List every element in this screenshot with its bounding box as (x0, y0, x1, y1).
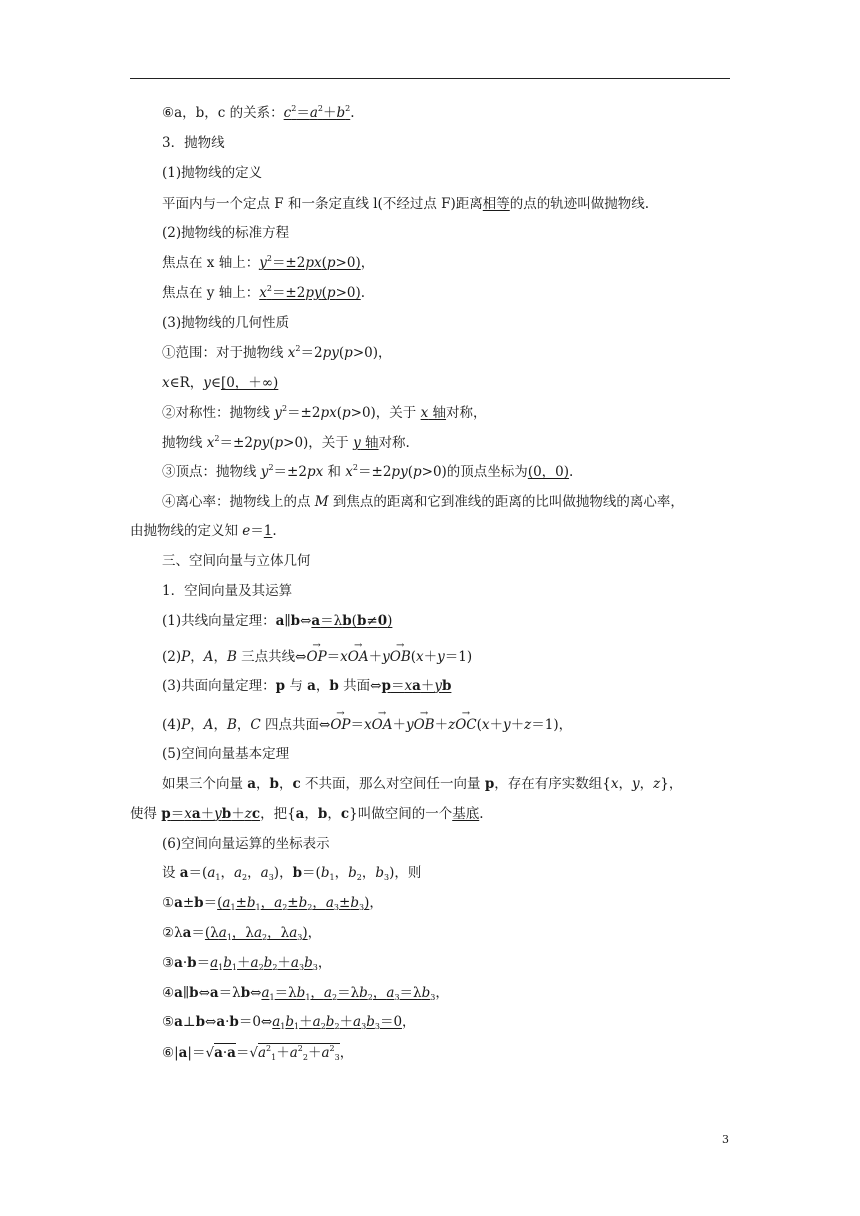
ecc-relation-formula: $c^2=a^2+b^2$ (283, 104, 351, 121)
eccentricity-line-b: 由抛物线的定义知 e＝1. (130, 523, 277, 539)
ecc-relation-line: ⑥a，b，c 的关系：$c^2=a^2+b^2$. (162, 104, 355, 121)
range-value: [0，＋∞) (220, 375, 279, 391)
eccentricity-line-a: ④离心率：抛物线上的点 M 到焦点的距离和它到准线的距离的比叫做抛物线的离心率， (162, 494, 684, 510)
basis-line-b: 使得 p＝xa＋yb＋zc，把{a，b，c}叫做空间的一个基底. (130, 806, 484, 822)
page-number: 3 (722, 1133, 729, 1146)
ecc-relation-prefix: ⑥a，b，c 的关系： (162, 105, 284, 121)
op-add-value: ($a_1\pm b_1$，$a_2\pm b_2$，$a_3\pm b_3$) (217, 895, 370, 912)
eccentricity-value: 1 (263, 523, 273, 539)
op-perp-line: $⑤a\perp b\Leftrightarrow a\cdot b=0\Leftrightarrow a_1b_1+a_2b_2+a_3b_3=0$， (162, 1014, 416, 1031)
vertex-value: (0，0) (527, 464, 570, 480)
coplanar-line: (3)共面向量定理：p 与 a，b 共面⇔p＝xa＋yb (162, 678, 452, 694)
focus-y-line: 焦点在 y 轴上：$x^2=\pm 2py(p>0)$. (162, 284, 366, 301)
header-rule (130, 78, 730, 79)
op-dot-line: $③a\cdot b=a_1b_1+a_2b_2+a_3b_3$， (162, 955, 332, 972)
collinear-formula: a＝λb(b≠0) (311, 613, 393, 629)
collinear-line: (1)共线向量定理：a∥b⇔a＝λb(b≠0) (162, 613, 393, 629)
parabola-def-text: 平面内与一个定点 F 和一条定直线 l(不经过点 F)距离相等的点的轨迹叫做抛物线. (162, 196, 650, 212)
basis-formula: p＝xa＋yb＋zc (161, 806, 261, 822)
basis-line-a: 如果三个向量 a，b，c 不共面，那么对空间任一向量 p，存在有序实数组{x，y，z}， (162, 776, 683, 792)
op-norm-line: $⑥|a|=√a\cdot a=√a^2_1+a^2_2+a^2_3$， (162, 1044, 354, 1062)
op-dot-value: $a_1b_1+a_2b_2+a_3b_3$ (210, 955, 318, 972)
symmetry-line-b: 抛物线 $x^2=\pm 2py(p>0)$，关于 y 轴对称. (162, 434, 410, 451)
op-perp-value: $a_1b_1+a_2b_2+a_3b_3=0$ (272, 1014, 403, 1031)
op-parallel-value: $a_1=\lambda b_1$，$a_2=\lambda b_2$，$a_3=\lambda b_3$ (261, 985, 436, 1002)
parabola-heading: 3．抛物线 (162, 135, 225, 151)
op-add-line: $①a\pm b=(a_1\pm b_1$，$a_2\pm b_2$，$a_3\pm b_3$)， (162, 895, 383, 912)
parabola-std-heading: (2)抛物线的标准方程 (162, 225, 290, 241)
coord-heading: (6)空间向量运算的坐标表示 (162, 836, 330, 852)
focus-y-formula: $x^2=\pm 2py(p>0)$ (259, 284, 361, 301)
parabola-geo-heading: (3)抛物线的几何性质 (162, 315, 290, 331)
op-scale-value: ($\lambda a_1$，$\lambda a_2$，$\lambda a_3$) (204, 925, 308, 942)
basis-value: 基底 (452, 806, 480, 822)
op-scale-line: $②\lambda a=(\lambda a_1$，$\lambda a_2$，$\lambda a_3$)， (162, 925, 322, 942)
vectors-heading: 1．空间向量及其运算 (162, 583, 293, 599)
sym-x-value: x 轴 (420, 405, 447, 421)
sym-y-value: y 轴 (353, 435, 379, 451)
focus-x-line: 焦点在 x 轴上：$y^2=\pm 2px(p>0)$， (162, 254, 375, 271)
three-points-line: (2)P，A，B 三点共线⇔→ OP＝x→ OA＋y→ OB(x＋y＝1) (162, 648, 472, 666)
focus-x-formula: $y^2=\pm 2px(p>0)$ (259, 254, 361, 271)
symmetry-line-a: ②对称性：抛物线 $y^2=\pm 2px(p>0)$，关于 x 轴对称， (162, 404, 487, 421)
op-parallel-line: $④a\parallel b\Leftrightarrow a=\lambda b\Leftrightarrow a_1=\lambda b_1$，$a_2=\lambda b_2$，$a_3=\lambda b_3$， (162, 985, 449, 1002)
vertex-line: ③顶点：抛物线 $y^2=\pm 2px$ 和 $x^2=\pm 2py(p>0)$的顶点坐标为(0，0). (162, 463, 574, 480)
coord-def-line: 设 $a=(a_1$，$a_2$，$a_3$)，$b=(b_1$，$b_2$，$b_3$)，则 (162, 865, 422, 882)
coplanar-formula: p＝xa＋yb (381, 678, 452, 694)
range-line-b: x∈R，y∈[0，＋∞) (162, 375, 279, 391)
section-heading: 三、空间向量与立体几何 (162, 553, 311, 569)
parabola-def-heading: (1)抛物线的定义 (162, 165, 263, 181)
range-line-a: ①范围：对于抛物线 $x^2=2py(p>0)$， (162, 344, 392, 361)
basis-heading: (5)空间向量基本定理 (162, 746, 290, 762)
four-points-line: (4)P，A，B，C 四点共面⇔→ OP＝x→ OA＋y→ OB＋z→ OC(x＋y＋z＝1)， (162, 716, 572, 734)
